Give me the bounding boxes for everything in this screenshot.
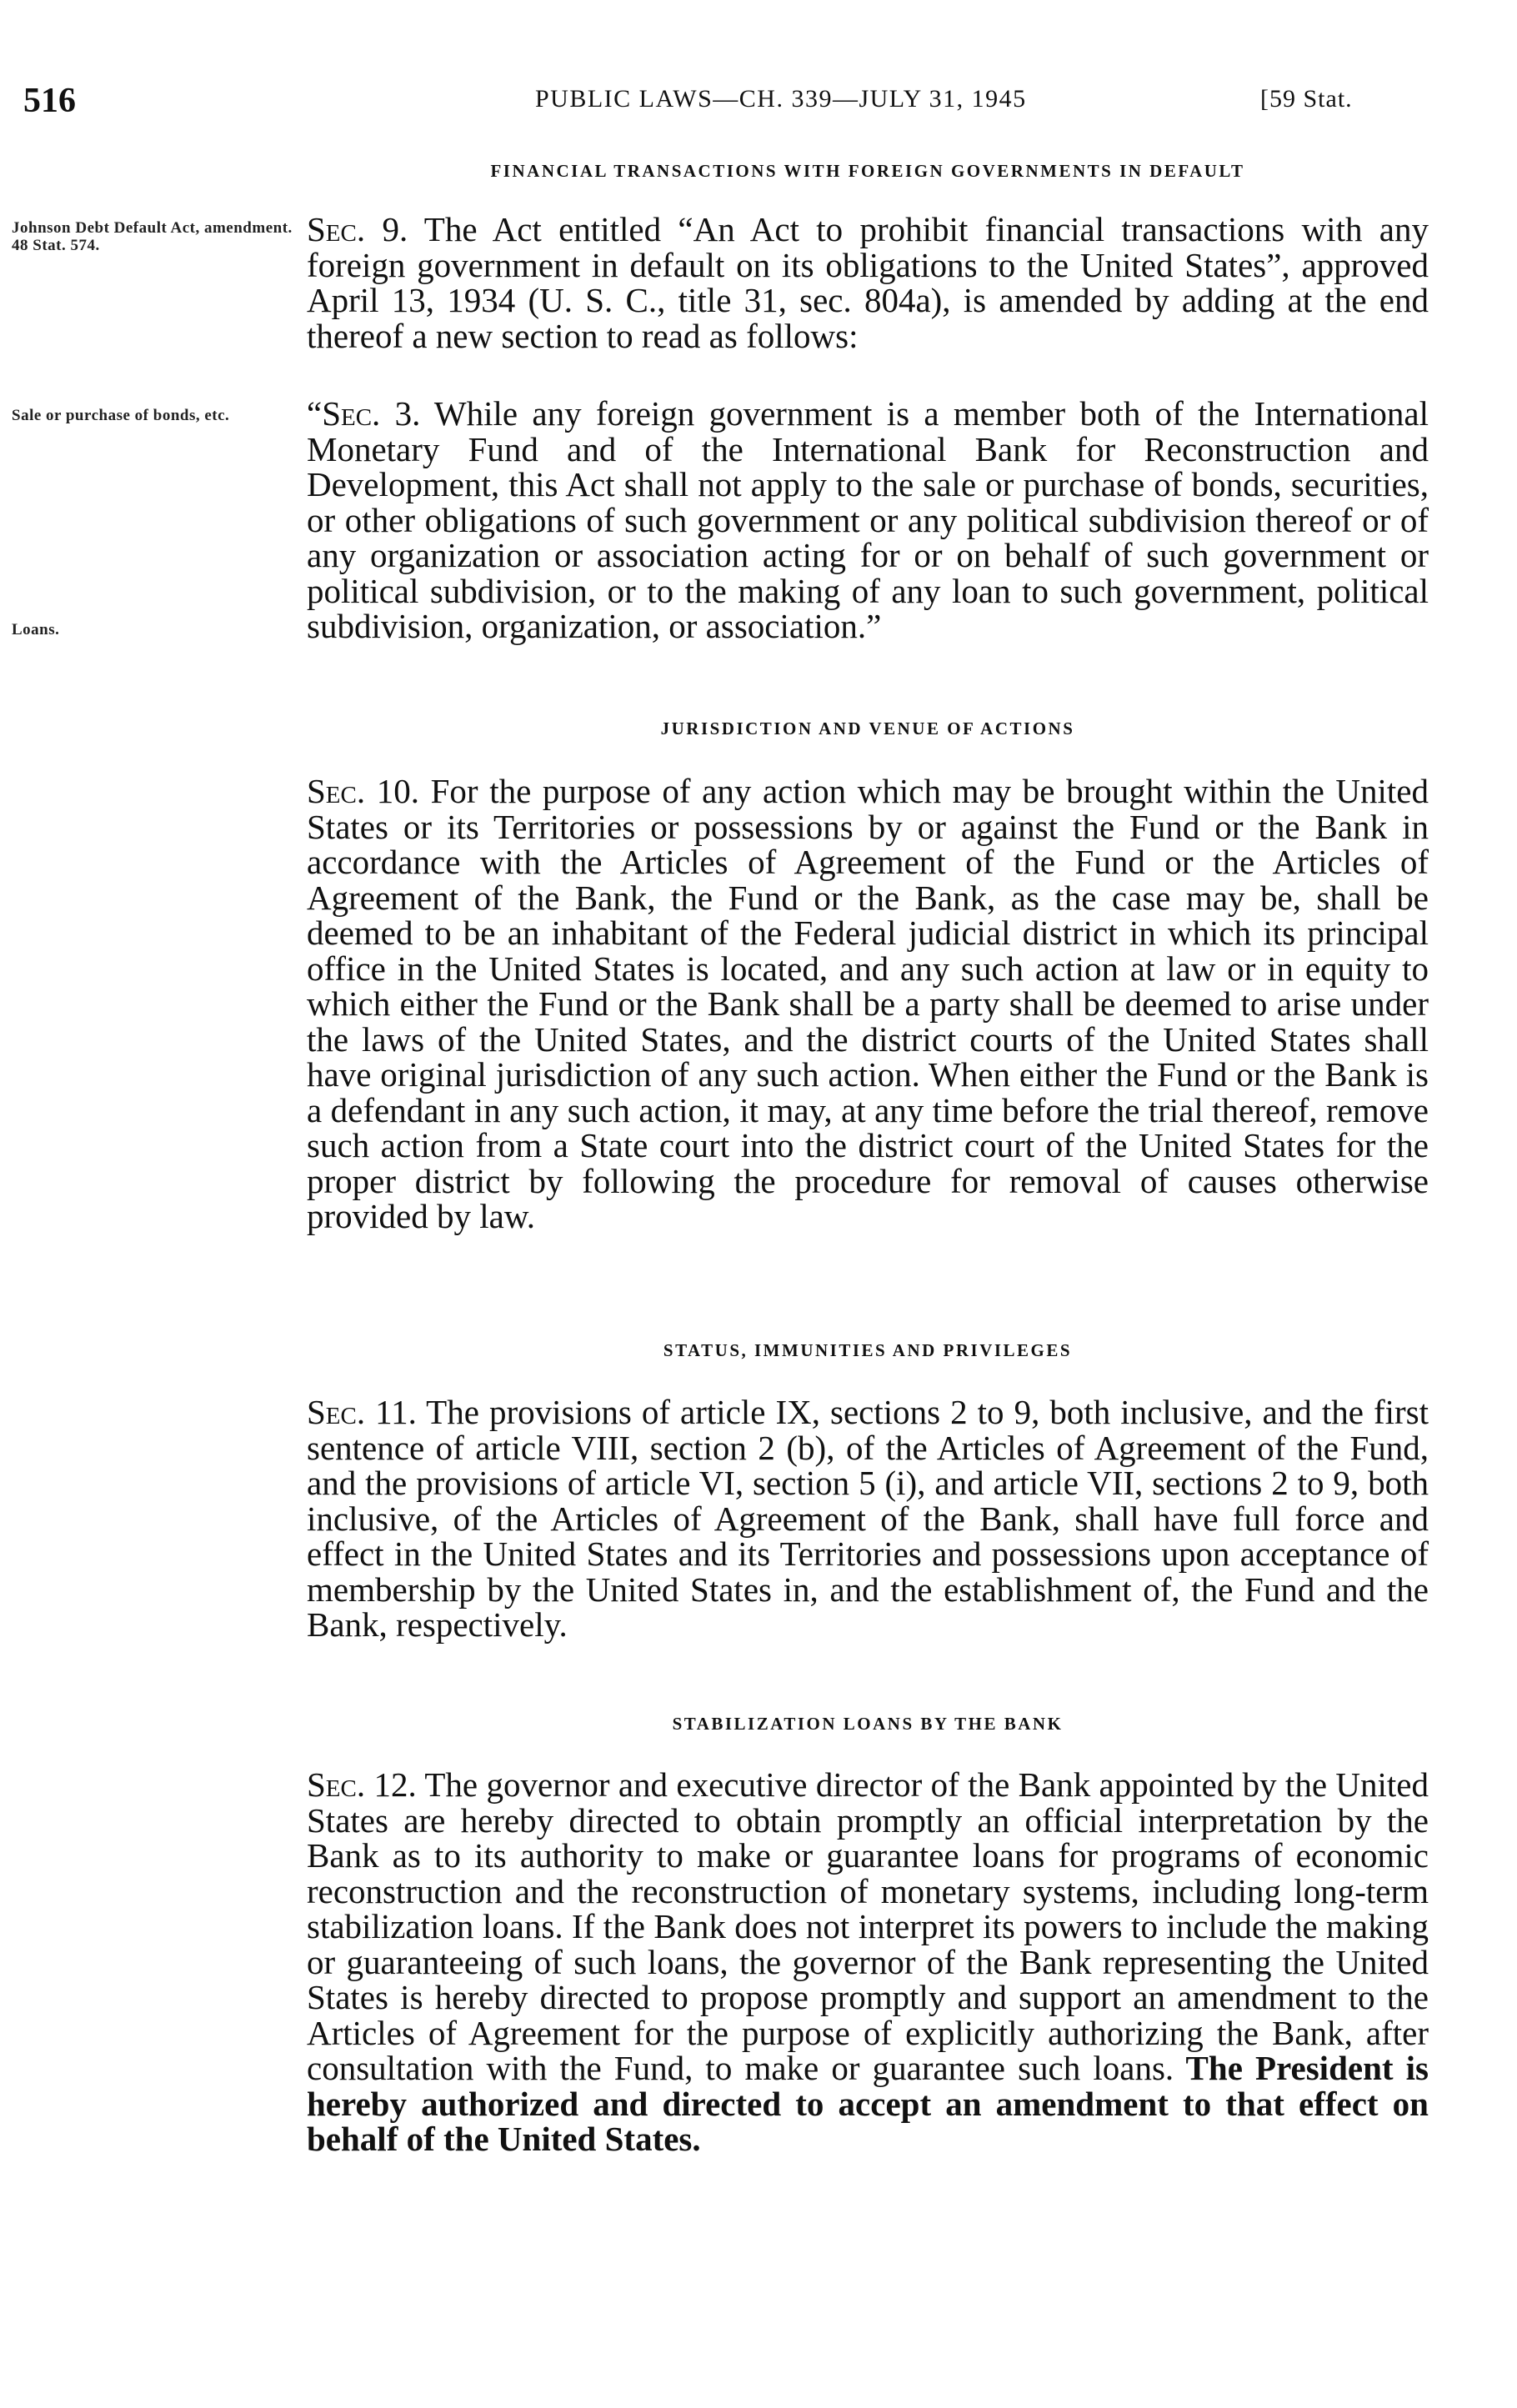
page-number: 516 [23,82,76,120]
section-heading-stabilization-loans: STABILIZATION LOANS BY THE BANK [672,1714,1064,1734]
section-9-quoted-paragraph [307,396,1429,644]
section-10-label: Sec. 10. [307,772,419,810]
margin-note-johnson-title: Johnson Debt Default Act, amendment. [12,219,293,237]
section-10-text: For the purpose of any action which may be brought within the United States or its Territories or possessions by or against the Fund or the Bank in accordance with the Articles of Agreement of the Fund or the Articles of Agreement of the Bank, the Fund or the Bank, as the case may be, shall be deemed to be an inhabitant of the Federal judicial district in which its principal office in the United States is located, and any such action at law or in equity to which either the Fund or the Bank shall be a party shall be deemed to arise under the laws of the United States, and the district courts of the United States shall have original jurisdiction of any such action. When either the Fund or the Bank is a defendant in any such action, it may, at any time before the trial thereof, remove such action from a State court into the district court of the United States for the proper district by following the procedure for removal of causes otherwise provided by law. [307,772,1429,1235]
quoted-section-3-label: “Sec. 3. [307,394,421,433]
margin-note-johnson-act [12,219,295,254]
statute-reference: [59 Stat. [1260,85,1353,113]
margin-note-johnson-cite: 48 Stat. 574. [12,237,100,254]
section-11-text: The provisions of article IX, sections 2 to 9, both inclusive, and the first sentence of article VIII, section 2 (b), of the Articles of Agreement of the Fund, and the provisions of article VI, section 5 (i), and article VII, sections 2 to 9, both inclusive, of the Articles of Agreement of the Bank, shall have full force and effect in the United States and its Territories and possessions upon acceptance of membership by the United States in, and the establishment of, the Fund and the Bank, respectively. [307,1393,1429,1644]
section-12-closing-sentence: The President is hereby authorized and directed to accept an amendment to that effect on behalf of the United States. [307,2049,1429,2158]
section-heading-financial-transactions: FINANCIAL TRANSACTIONS WITH FOREIGN GOVERNMENTS IN DEFAULT [490,161,1245,181]
section-11-paragraph [307,1394,1429,1643]
quoted-section-3-text: While any foreign government is a member both of the International Monetary Fund and of the International Bank for Reconstruction and Development, this Act shall not apply to the sale or purchase of bonds, securities, or other obligations of such government or any political subdivision thereof or of any organization or association acting for or on behalf of such government or political subdivision, or to the making of any loan to such government, political subdivision, organization, or association.” [307,394,1429,645]
margin-note-loans: Loans. [12,621,60,638]
section-10-paragraph [307,773,1429,1234]
section-9-label: Sec. 9. [307,210,408,248]
section-12-text: The governor and executive director of the Bank appointed by the United States are hereby directed to obtain promptly an official interpretation by the Bank as to its authority to make or guarantee loans for programs of economic reconstruction and the reconstruction of monetary systems, including long-term stabilization loans. If the Bank does not interpret its powers to include the making or guaranteeing of such loans, the governor of the Bank representing the United States is hereby directed to propose promptly and support an amendment to the Articles of Agreement for the purpose of explicitly authorizing the Bank, after consultation with the Fund, to make or guarantee such loans. [307,1765,1429,2087]
section-11-label: Sec. 11. [307,1393,417,1431]
running-head: PUBLIC LAWS—CH. 339—JULY 31, 1945 [535,85,1027,113]
margin-note-sale-purchase: Sale or purchase of bonds, etc. [12,407,230,424]
section-9-paragraph [307,212,1429,353]
section-12-paragraph [307,1767,1429,2157]
section-9-text: The Act entitled “An Act to prohibit financial transactions with any foreign government in default on its obligations to the United States”, approved April 13, 1934 (U. S. C., title 31, sec. 804a), is amended by adding at the end thereof a new section to read as follows: [307,210,1429,355]
section-heading-jurisdiction: JURISDICTION AND VENUE OF ACTIONS [660,718,1075,738]
section-heading-status-immunities: STATUS, IMMUNITIES AND PRIVILEGES [663,1340,1073,1360]
section-12-label: Sec. 12. [307,1765,417,1804]
